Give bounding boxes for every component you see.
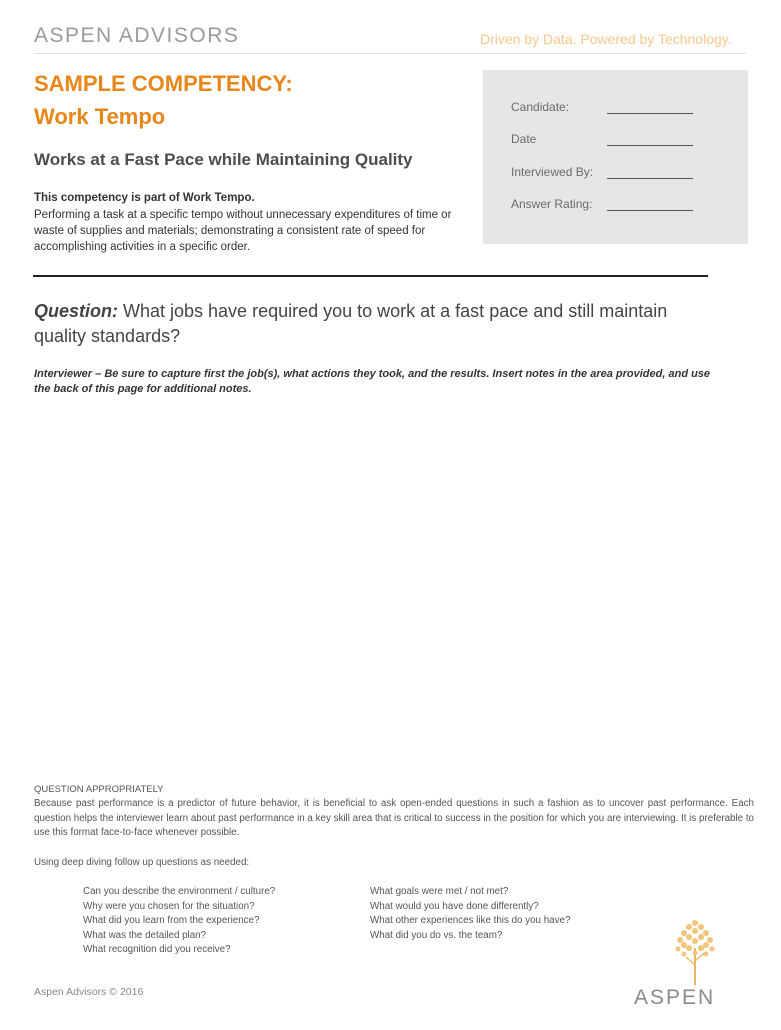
- interview-question: [34, 299, 724, 349]
- list-item: What other experiences like this do you have?: [370, 915, 571, 926]
- copyright-text: Aspen Advisors © 2016: [34, 986, 144, 998]
- list-item: Can you describe the environment / culture?: [83, 886, 276, 897]
- list-item: What recognition did you receive?: [83, 944, 231, 955]
- competency-name: Work Tempo: [34, 104, 166, 129]
- page-title: SAMPLE COMPETENCY:: [34, 71, 293, 96]
- section-divider: [33, 275, 708, 277]
- list-item: What did you do vs. the team?: [370, 929, 503, 941]
- followup-list-left: [83, 885, 275, 958]
- date-field[interactable]: [607, 145, 693, 146]
- candidate-info-box: [483, 70, 748, 244]
- list-item: Why were you chosen for the situation?: [83, 900, 255, 912]
- aspen-tree-icon: [660, 913, 730, 993]
- list-item: What was the detailed plan?: [83, 929, 207, 941]
- list-item: What would you have done differently?: [370, 900, 539, 912]
- competency-part-of: This competency is part of Work Tempo.: [34, 192, 255, 204]
- guidance-heading: QUESTION APPROPRIATELY: [34, 784, 164, 795]
- question-label: Question:: [34, 301, 118, 321]
- interviewer-instructions: Interviewer – Be sure to capture first the job(s), what actions they took, and the results. Insert notes in the area provided, and use the back of this page for additional notes.: [34, 368, 711, 395]
- candidate-field[interactable]: [607, 113, 693, 114]
- followup-list-right: [370, 885, 570, 943]
- header-divider: [34, 53, 746, 54]
- interviewed-by-field[interactable]: [607, 178, 693, 179]
- tagline: Driven by Data. Powered by Technology.: [480, 31, 732, 47]
- notes-area[interactable]: [34, 405, 746, 775]
- candidate-label: Candidate:: [511, 100, 570, 114]
- interviewed-by-label: Interviewed By:: [511, 165, 594, 179]
- aspen-logo-word: ASPEN: [634, 986, 716, 1009]
- answer-rating-label: Answer Rating:: [511, 197, 593, 211]
- deep-dive-heading: Using deep diving follow up questions as needed:: [34, 857, 250, 868]
- answer-rating-field[interactable]: [607, 210, 693, 211]
- competency-description: Performing a task at a specific tempo without unnecessary expenditures of time or waste of supplies and materials; demonstrating a consistent rate of speed for accomplishing activities in a specific order.: [34, 209, 452, 253]
- list-item: What goals were met / not met?: [370, 886, 509, 897]
- list-item: What did you learn from the experience?: [83, 915, 260, 926]
- question-text: What jobs have required you to work at a fast pace and still maintain quality standards?: [34, 301, 668, 346]
- date-label: Date: [511, 132, 537, 146]
- competency-subtitle: Works at a Fast Pace while Maintaining Quality: [34, 150, 413, 169]
- guidance-body: Because past performance is a predictor of future behavior, it is beneficial to ask open-ended questions in such a fashion as to uncover past performance. Each question helps the interviewer learn about past performance in a key skill area that is critical to success in the position for which you are interviewing. It is preferable to use this format face-to-face whenever possible.: [34, 798, 754, 838]
- company-logo-text: ASPEN ADVISORS: [34, 24, 240, 47]
